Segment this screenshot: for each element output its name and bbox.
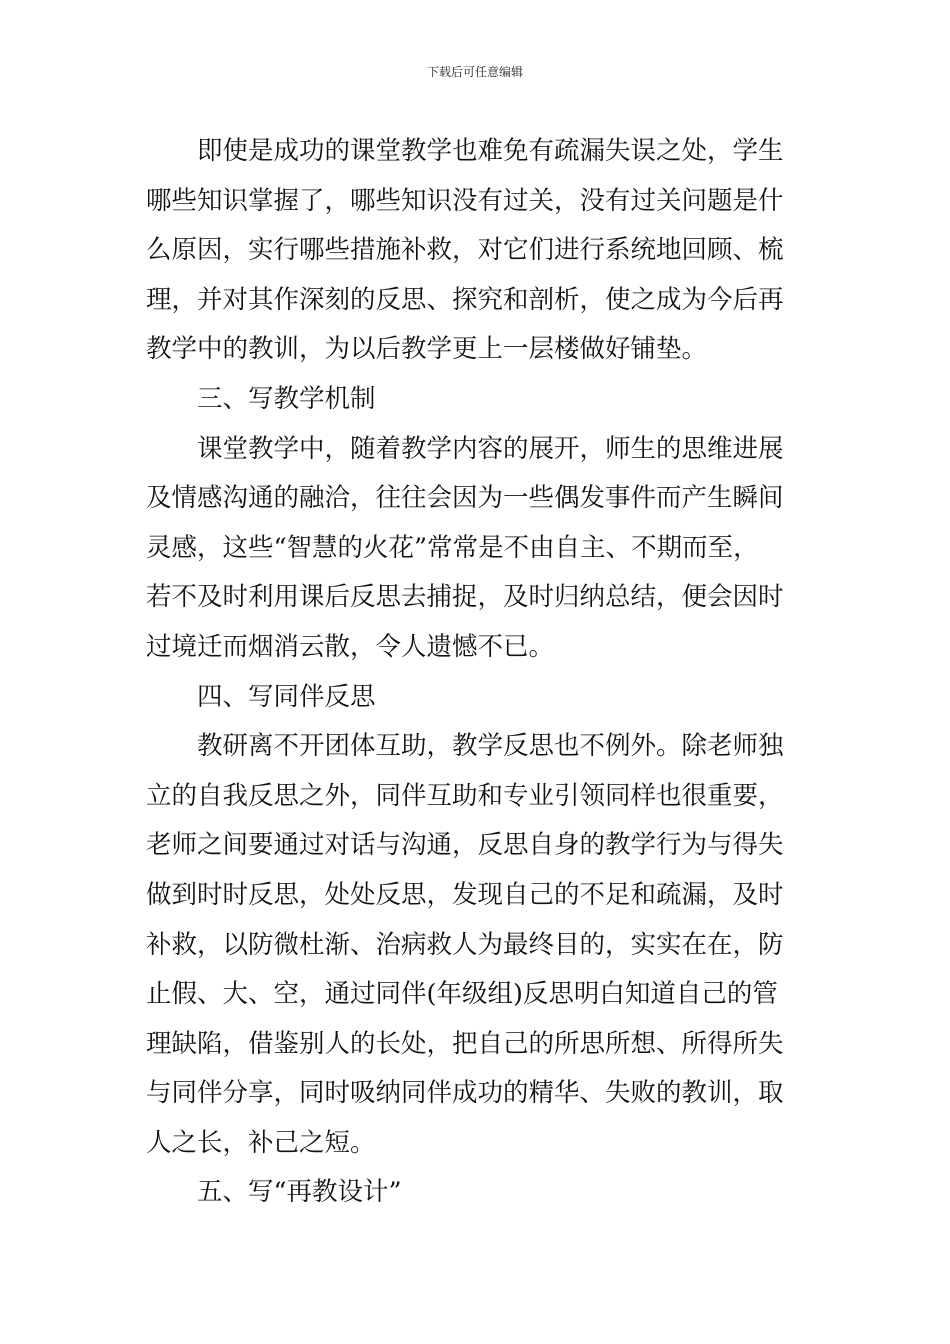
text-line: 立的自我反思之外，同伴互助和专业引领同样也很重要， (146, 780, 784, 811)
text-line: 若不及时利用课后反思去捕捉，及时归纳总结，便会因时 (146, 582, 784, 613)
text-line: 理，并对其作深刻的反思、探究和剖析，使之成为今后再 (146, 284, 784, 315)
section-heading: 四、写同伴反思 (197, 681, 376, 712)
text-line: 理缺陷，借鉴别人的长处，把自己的所思所想、所得所失 (146, 1028, 784, 1059)
text-line: 止假、大、空，通过同伴(年级组)反思明白知道自己的管 (146, 979, 778, 1010)
text-line: 过境迁而烟消云散，令人遗憾不已。 (146, 631, 555, 662)
text-line: 教学中的教训，为以后教学更上一层楼做好铺垫。 (146, 334, 708, 365)
text-line: 与同伴分享，同时吸纳同伴成功的精华、失败的教训，取 (146, 1078, 784, 1109)
page-header: 下载后可任意编辑 (426, 65, 523, 79)
text-line: 么原因，实行哪些措施补救，对它们进行系统地回顾、梳 (146, 235, 784, 266)
text-line: 教研离不开团体互助，教学反思也不例外。除老师独 (197, 731, 784, 762)
text-line: 及情感沟通的融洽，往往会因为一些偶发事件而产生瞬间 (146, 483, 784, 514)
text-line: 做到时时反思，处处反思，发现自己的不足和疏漏，及时 (146, 879, 784, 910)
text-line: 老师之间要通过对话与沟通，反思自身的教学行为与得失 (146, 830, 784, 861)
text-line: 人之长，补己之短。 (146, 1127, 376, 1158)
text-line: 课堂教学中，随着教学内容的展开，师生的思维进展 (197, 433, 784, 464)
text-line: 灵感，这些“智慧的火花”常常是不由自主、不期而至， (146, 532, 759, 563)
document-body (146, 127, 808, 1218)
section-heading: 三、写教学机制 (197, 383, 376, 414)
section-heading: 五、写“再教设计” (197, 1177, 402, 1208)
text-line: 即使是成功的课堂教学也难免有疏漏失误之处，学生 (197, 136, 784, 166)
text-line: 哪些知识掌握了，哪些知识没有过关，没有过关问题是什 (146, 185, 784, 216)
text-line: 补救，以防微杜渐、治病救人为最终目的，实实在在，防 (146, 929, 784, 960)
